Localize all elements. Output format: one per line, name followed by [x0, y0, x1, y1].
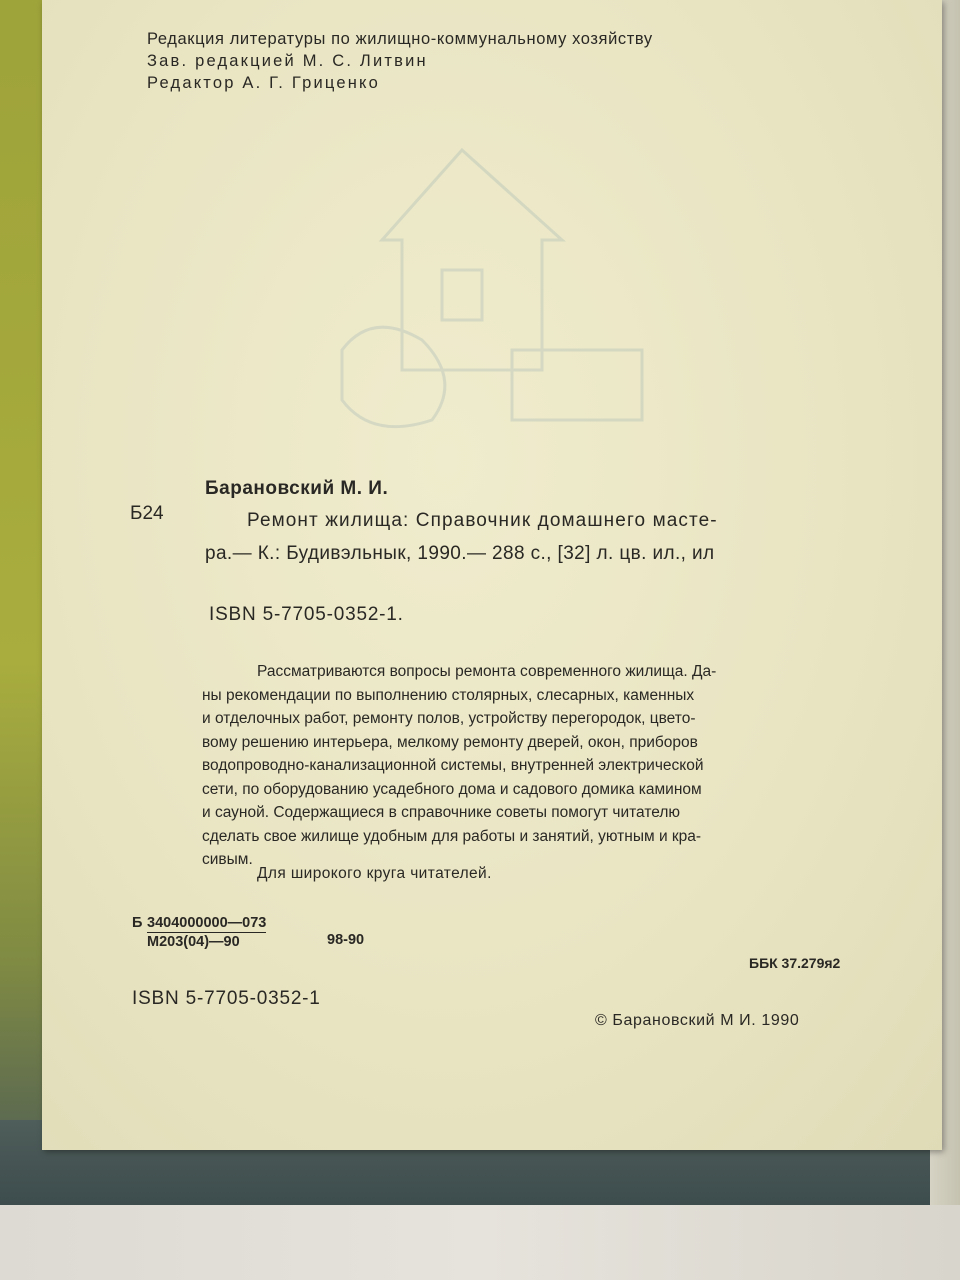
editorial-block — [147, 28, 653, 94]
editorial-department: Редакция литературы по жилищно-коммунальному хозяйству — [147, 30, 653, 48]
isbn-record: ISBN 5-7705-0352-1. — [209, 604, 404, 625]
catalog-fraction — [147, 915, 266, 950]
book-author: Барановский М. И. — [205, 478, 389, 499]
audience-note: Для широкого круга читателей. — [257, 865, 492, 882]
abstract-line: сивым. — [202, 851, 253, 868]
abstract-line: и сауной. Содержащиеся в справочнике советы помогут читателю — [202, 804, 681, 821]
book-page — [42, 0, 942, 1150]
editorial-head: Зав. редакцией М. С. Литвин — [147, 52, 428, 70]
abstract-line: и отделочных работ, ремонту полов, устройству перегородок, цвето- — [202, 710, 696, 727]
catalog-suffix: 98-90 — [327, 932, 365, 948]
abstract-line: ны рекомендации по выполнению столярных, слесарных, каменных — [202, 686, 695, 704]
book-title-line-1: Ремонт жилища: Справочник домашнего масте- — [247, 510, 718, 531]
bbk-index: ББК 37.279я2 — [749, 955, 841, 971]
copyright-notice: © Барановский М И. 1990 — [595, 1012, 800, 1029]
abstract — [202, 660, 892, 872]
classification-code: Б24 — [130, 503, 164, 524]
catalog-code-letter: Б — [132, 915, 143, 931]
bleed-through-illustration — [312, 120, 672, 440]
isbn: ISBN 5-7705-0352-1 — [132, 988, 321, 1009]
abstract-line: вому решению интерьера, мелкому ремонту дверей, окон, приборов — [202, 733, 698, 751]
book-title-line-2: ра.— К.: Будивэльнык, 1990.— 288 с., [32] л. цв. ил., ил — [205, 543, 715, 564]
catalog-numerator: 3404000000—073 — [147, 915, 267, 931]
abstract-line: сделать свое жилище удобным для работы и занятий, уютным и кра- — [202, 827, 702, 845]
abstract-line: сети, по оборудованию усадебного дома и садового домика камином — [202, 780, 702, 798]
editor: Редактор А. Г. Гриценко — [147, 74, 381, 92]
abstract-line: Рассматриваются вопросы ремонта современного жилища. Да- — [257, 663, 717, 680]
abstract-line: водопроводно-канализационной системы, внутренней электрической — [202, 757, 704, 774]
catalog-denominator: М203(04)—90 — [147, 934, 240, 950]
